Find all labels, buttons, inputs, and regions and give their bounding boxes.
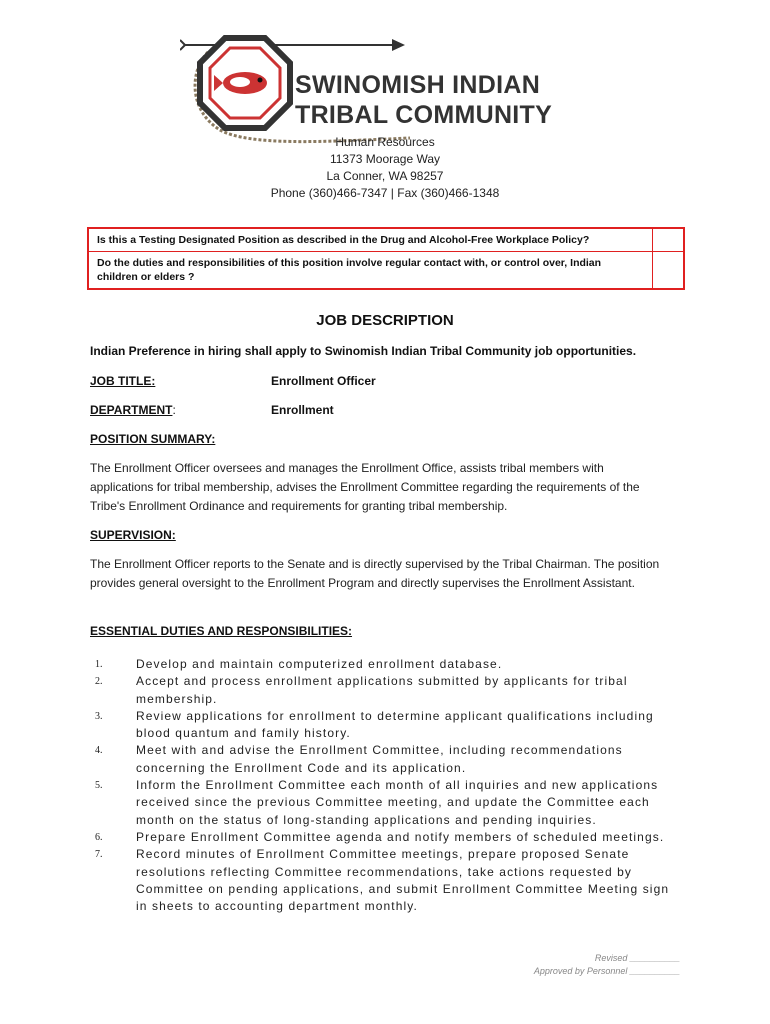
- list-item: [90, 829, 680, 846]
- position-summary-text: The Enrollment Officer oversees and manages the Enrollment Office, assists tribal members with applications for tribal membership, advises the Enrollment Committee regarding the requirements of the Tribe's Enrollment Ordinance and requirements for granting tribal membership.: [90, 461, 640, 513]
- list-item-number: 1.: [95, 659, 103, 670]
- supervision-title: SUPERVISION:: [90, 528, 176, 542]
- org-name-line1: SWINOMISH INDIAN: [295, 71, 541, 99]
- department-value: Enrollment: [271, 403, 334, 417]
- list-item-text: Prepare Enrollment Committee agenda and notify members of scheduled meetings.: [136, 829, 665, 844]
- approved-line: Approved by Personnel __________: [533, 966, 680, 976]
- list-item-number: 2.: [95, 676, 103, 688]
- org-name-line2: TRIBAL COMMUNITY: [295, 101, 553, 129]
- department-label-colon: :: [172, 403, 176, 417]
- supervision-text: The Enrollment Officer reports to the Senate and is directly supervised by the Tribal Chairman. The position provides general oversight to the Enrollment Program and directly supervises the Enrollment Assistant.: [90, 557, 660, 590]
- list-item-number: 7.: [95, 849, 103, 861]
- revision-footer: [534, 952, 680, 978]
- duties-list: [90, 656, 680, 915]
- org-name: [295, 70, 552, 130]
- address-city: La Conner, WA 98257: [326, 169, 444, 183]
- address-phone: Phone (360)466-7347 | Fax (360)466-1348: [270, 186, 500, 200]
- revised-line: Revised __________: [594, 953, 680, 963]
- list-item-text: Record minutes of Enrollment Committee meetings, prepare proposed Senate resolutions reflecting Committee recommendations, take actions requested by Committee on pending applications, and submit Enrollment Committee Meeting sign in sheets to accounting department monthly.: [136, 847, 670, 914]
- address-block: [0, 134, 770, 202]
- list-item-text: Develop and maintain computerized enrollment database.: [136, 657, 503, 671]
- policy-answer-testing[interactable]: [653, 228, 685, 252]
- list-item-number: 4.: [95, 745, 103, 757]
- list-item-text: Inform the Enrollment Committee each month of all inquiries and new applications received since the previous Committee meeting, and update the Committee each month on the status of long-standing applications and pending inquiries.: [136, 778, 659, 827]
- department-label: [90, 403, 176, 417]
- job-title-label: JOB TITLE:: [90, 374, 156, 388]
- list-item-number: 5.: [95, 780, 103, 792]
- policy-row: [88, 252, 684, 290]
- policy-row: [88, 228, 684, 252]
- list-item-text: Accept and process enrollment applications submitted by applicants for tribal membership.: [136, 674, 628, 706]
- policy-question-children: Do the duties and responsibilities of this position involve regular contact with, or control over, Indian children or elders ?: [88, 252, 653, 290]
- list-item: [90, 708, 680, 743]
- list-item-number: 3.: [95, 710, 103, 722]
- list-item: [90, 656, 680, 673]
- list-item: [90, 846, 680, 915]
- job-title-value: Enrollment Officer: [271, 374, 376, 388]
- list-item-number: 6.: [95, 831, 103, 843]
- policy-answer-children[interactable]: [653, 252, 685, 290]
- essential-duties-title: ESSENTIAL DUTIES AND RESPONSIBILITIES:: [90, 624, 353, 638]
- list-item-text: Meet with and advise the Enrollment Committee, including recommendations concerning the Enrollment Code and its application.: [136, 743, 623, 775]
- list-item: [90, 742, 680, 777]
- policy-table: [87, 227, 685, 290]
- list-item: [90, 673, 680, 708]
- job-description-heading: JOB DESCRIPTION: [316, 312, 454, 329]
- address-dept: Human Resources: [335, 135, 435, 149]
- position-summary-title: POSITION SUMMARY:: [90, 432, 216, 446]
- department-label-text: DEPARTMENT: [90, 403, 173, 417]
- list-item: [90, 777, 680, 829]
- list-item-text: Review applications for enrollment to determine applicant qualifications including blood quantum and family history.: [136, 708, 654, 741]
- policy-question-testing: Is this a Testing Designated Position as described in the Drug and Alcohol-Free Workplace Policy?: [88, 228, 653, 252]
- address-street: 11373 Moorage Way: [329, 152, 441, 166]
- indian-preference-note: Indian Preference in hiring shall apply to Swinomish Indian Tribal Community job opportunities.: [90, 344, 637, 358]
